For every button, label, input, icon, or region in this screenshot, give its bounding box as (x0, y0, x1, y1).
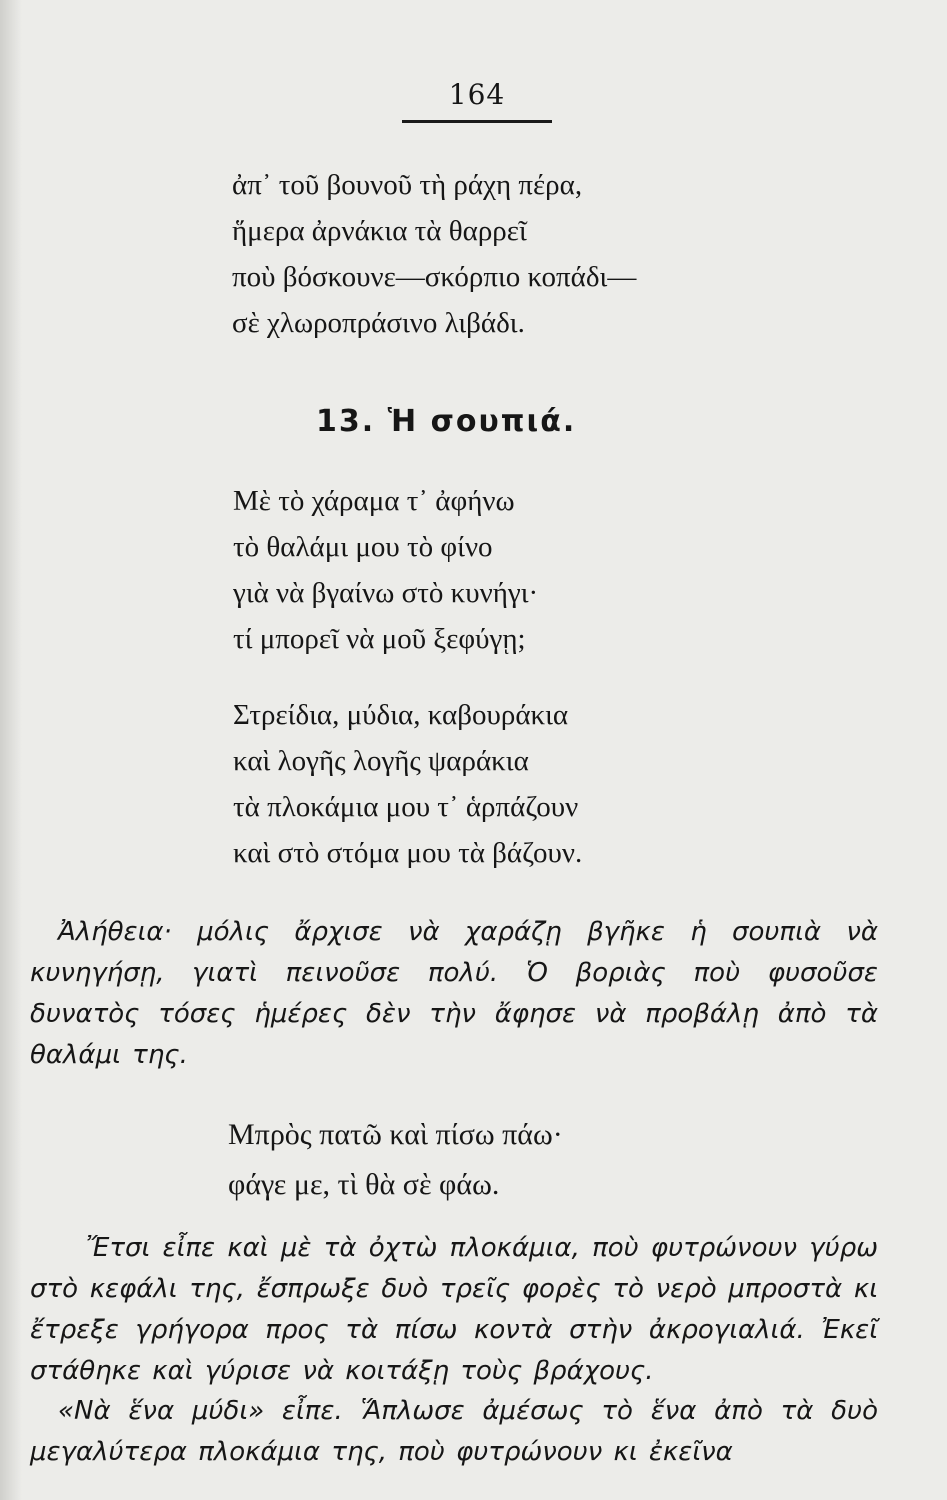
prose-paragraph: «Νὰ ἕνα μύδι» εἶπε. Ἅπλωσε ἀμέσως τὸ ἕνα ἀπὸ τὰ δυὸ μεγαλύτερα πλοκάμια της, ποὺ φυτρώνουν κι ἐκεῖνα (30, 1396, 878, 1467)
verse-stanza-1 (233, 478, 538, 662)
page-number: 164 (448, 78, 506, 111)
verse-line: τὰ πλοκάμια μου τ᾽ ἁρπάζουν (233, 791, 579, 823)
section-title: 13. Ἡ σουπιά. (316, 404, 577, 439)
verse-line: σὲ χλωροπράσινο λιβάδι. (232, 307, 525, 339)
verse-stanza-2 (233, 692, 582, 876)
verse-line: ἀπ᾽ τοῦ βουνοῦ τὴ ράχη πέρα, (232, 169, 583, 201)
verse-line: τὸ θαλάμι μου τὸ φίνο (233, 531, 493, 563)
verse-line: γιὰ νὰ βγαίνω στὸ κυνήγι· (233, 577, 539, 609)
verse-line: φάγε με, τὶ θὰ σὲ φάω. (228, 1168, 500, 1201)
verse-line: καὶ στὸ στόμα μου τὰ βάζουν. (233, 837, 583, 869)
prose-paragraph: Ἔτσι εἶπε καὶ μὲ τὰ ὀχτὼ πλοκάμια, ποὺ φυτρώνουν γύρω στὸ κεφάλι της, ἔσπρωξε δυὸ τρεῖς φορὲς τὸ νερὸ μπροστὰ κι ἔτρεξε γρήγορα προς τὰ πίσω κοντὰ στὴν ἀκρογιαλιά. Ἐκεῖ στάθηκε καὶ γύρισε νὰ κοιτάξῃ τοὺς βράχους. (30, 1233, 878, 1386)
page-number-rule (402, 120, 552, 123)
verse-line: Στρείδια, μύδια, καβουράκια (233, 699, 569, 731)
verse-line: Μπρὸς πατῶ καὶ πίσω πάω· (228, 1118, 563, 1151)
verse-line: Μὲ τὸ χάραμα τ᾽ ἀφήνω (233, 485, 515, 517)
verse-intro (232, 162, 636, 346)
page-gutter-shadow (0, 0, 22, 1500)
verse-line: ἥμερα ἀρνάκια τὰ θαρρεῖ (232, 215, 527, 247)
verse-line: καὶ λογῆς λογῆς ψαράκια (233, 745, 529, 777)
prose-paragraph: Ἀλήθεια· μόλις ἄρχισε νὰ χαράζῃ βγῆκε ἡ σουπιὰ νὰ κυνηγήσῃ, γιατὶ πεινοῦσε πολύ. Ὁ βοριὰς ποὺ φυσοῦσε δυνατὸς τόσες ἡμέρες δὲν τὴν ἄφησε νὰ προβάλῃ ἀπὸ τὰ θαλάμι της. (30, 917, 878, 1070)
verse-stanza-3 (228, 1110, 563, 1210)
verse-line: τί μπορεῖ νὰ μοῦ ξεφύγῃ; (233, 623, 526, 655)
verse-line: ποὺ βόσκουνε—σκόρπιο κοπάδι— (232, 261, 637, 293)
